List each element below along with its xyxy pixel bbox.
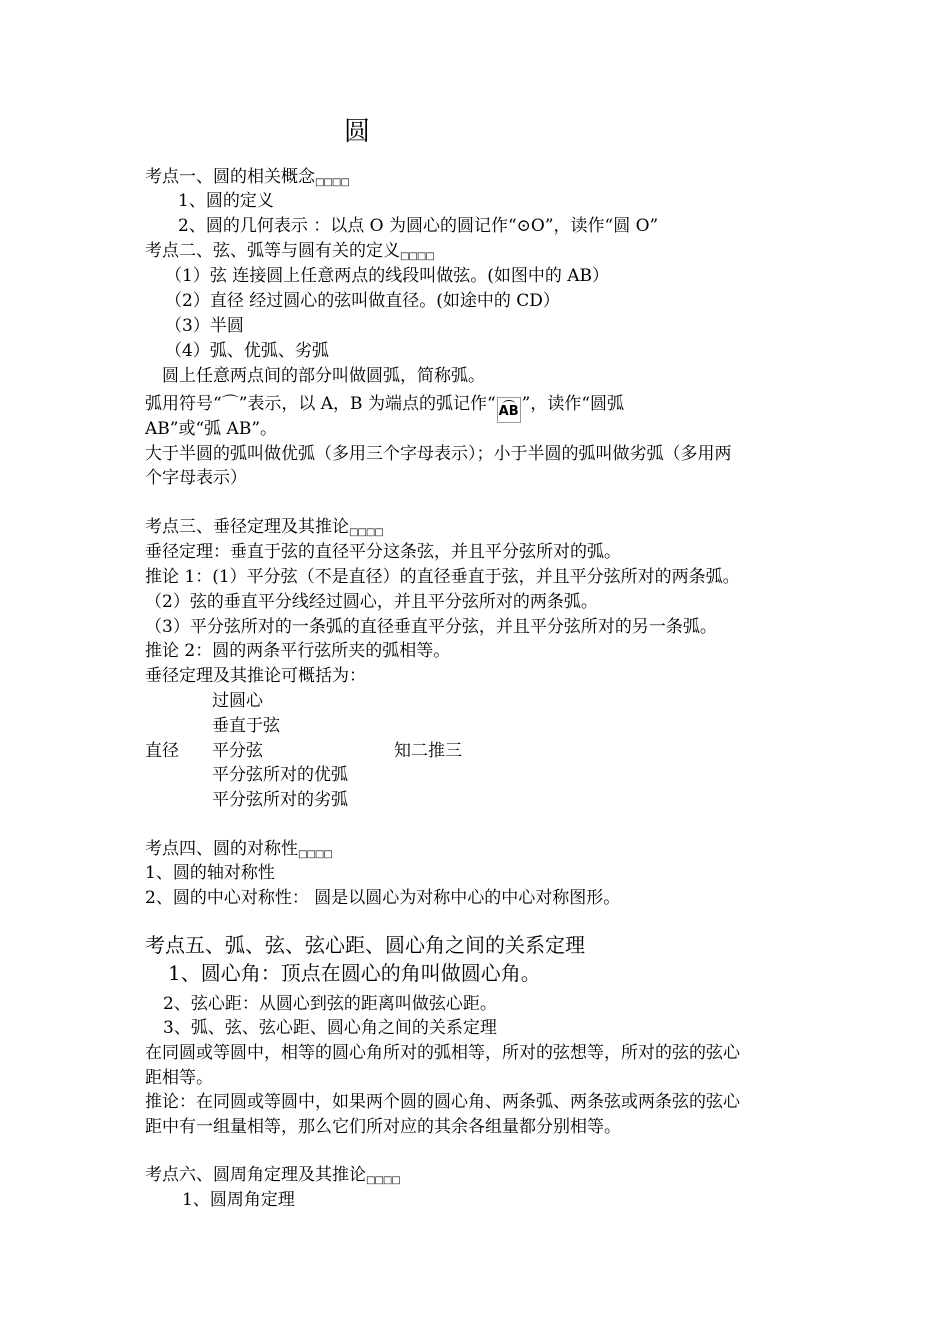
text-line: 垂径定理：垂直于弦的直径平分这条弦，并且平分弦所对的弧。 bbox=[145, 542, 621, 562]
page-title: 圆 bbox=[344, 117, 371, 147]
small-mark: □□□□ bbox=[349, 527, 383, 538]
text-line: 1、圆的定义 bbox=[178, 191, 274, 211]
section-heading-5: 考点五、弧、弦、弦心距、圆心角之间的关系定理 bbox=[145, 933, 585, 957]
summary-conclusion: 知二推三 bbox=[394, 741, 462, 761]
text-line: 推论：在同圆或等圆中，如果两个圆的圆心角、两条弧、两条弦或两条弦的弦心 bbox=[145, 1092, 740, 1112]
section-heading-4: 考点四、圆的对称性□□□□ bbox=[145, 839, 332, 860]
text-line: 推论 2：圆的两条平行弦所夹的弧相等。 bbox=[145, 641, 451, 661]
summary-item: 平分弦所对的劣弧 bbox=[212, 790, 348, 810]
text-line: 距相等。 bbox=[145, 1068, 213, 1088]
small-mark: □□□□ bbox=[366, 1175, 400, 1186]
summary-item: 过圆心 bbox=[212, 691, 263, 711]
text-line: 2、圆的几何表示 ：以点 O 为圆心的圆记作“⊙O”，读作“圆 O” bbox=[178, 216, 659, 236]
text-line: 3、弧、弦、弦心距、圆心角之间的关系定理 bbox=[163, 1018, 497, 1038]
text-line: 在同圆或等圆中，相等的圆心角所对的弧相等，所对的弦想等，所对的弦的弦心 bbox=[145, 1043, 740, 1063]
section-heading-6: 考点六、圆周角定理及其推论□□□□ bbox=[145, 1165, 400, 1186]
small-mark: □□□□ bbox=[315, 177, 349, 188]
summary-label: 直径 bbox=[145, 741, 179, 761]
text-line: 2、圆的中心对称性： 圆是以圆心为对称中心的中心对称图形。 bbox=[145, 888, 621, 908]
text-line: （3）半圆 bbox=[165, 316, 244, 336]
text-line: （2）弦的垂直平分线经过圆心，并且平分弦所对的两条弧。 bbox=[145, 592, 598, 612]
summary-item: 平分弦 bbox=[212, 741, 263, 761]
text-line: （1）弦 连接圆上任意两点的线段叫做弦。(如图中的 AB） bbox=[165, 266, 610, 286]
section-heading-3: 考点三、垂径定理及其推论□□□□ bbox=[145, 517, 383, 538]
text-line: 弧用符号“⌒”表示，以 A，B 为端点的弧记作“ AB ”，读作“圆弧 bbox=[145, 393, 624, 415]
text-line: 圆上任意两点间的部分叫做圆弧，简称弧。 bbox=[162, 366, 485, 386]
small-mark: □□□□ bbox=[400, 251, 434, 262]
text-line: 个字母表示） bbox=[145, 468, 247, 488]
text-line: （3）平分弦所对的一条弧的直径垂直平分弦，并且平分弦所对的另一条弧。 bbox=[145, 617, 717, 637]
text-line: 2、弦心距：从圆心到弦的距离叫做弦心距。 bbox=[163, 994, 497, 1014]
text-line: 垂径定理及其推论可概括为： bbox=[145, 666, 366, 686]
text-line: （4）弧、优弧、劣弧 bbox=[165, 341, 329, 361]
text-line: 推论 1：(1）平分弦（不是直径）的直径垂直于弦，并且平分弦所对的两条弧。 bbox=[145, 567, 740, 587]
summary-item: 平分弦所对的优弧 bbox=[212, 765, 348, 785]
section-heading-2: 考点二、弦、弧等与圆有关的定义□□□□ bbox=[145, 241, 434, 262]
small-mark: □□□□ bbox=[298, 849, 332, 860]
text-line: 1、圆周角定理 bbox=[182, 1190, 295, 1210]
arc-ab-symbol: AB bbox=[497, 397, 521, 423]
text-line: 距中有一组量相等，那么它们所对应的其余各组量都分别相等。 bbox=[145, 1117, 621, 1137]
summary-item: 垂直于弦 bbox=[212, 716, 280, 736]
text-line: AB”或“弧 AB”。 bbox=[145, 419, 278, 439]
text-line: 大于半圆的弧叫做优弧（多用三个字母表示）；小于半圆的弧叫做劣弧（多用两 bbox=[145, 444, 732, 464]
text-line: 1、圆的轴对称性 bbox=[145, 863, 275, 883]
section-heading-1: 考点一、圆的相关概念□□□□ bbox=[145, 167, 349, 188]
text-line: （2）直径 经过圆心的弦叫做直径。(如途中的 CD） bbox=[165, 291, 560, 311]
text-line-large: 1、圆心角：顶点在圆心的角叫做圆心角。 bbox=[168, 961, 541, 985]
